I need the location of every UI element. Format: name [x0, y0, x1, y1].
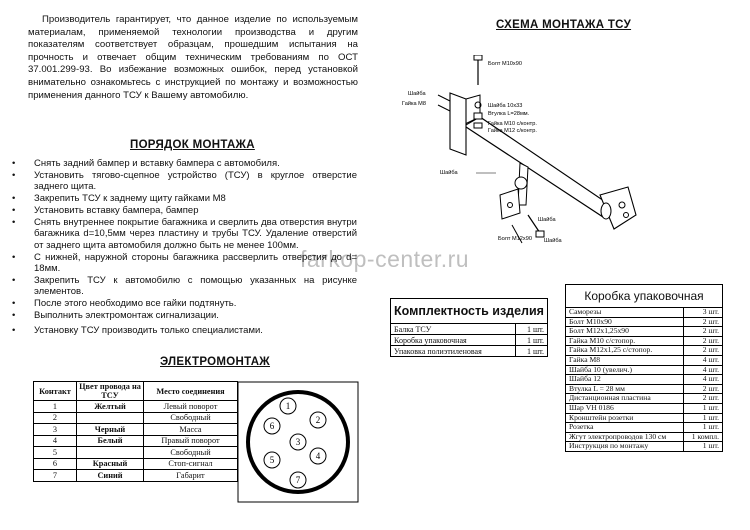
procedure-step: • Закрепить ТСУ к заднему щиту гайками М8 [12, 193, 226, 205]
kit-title: Комплектность изделия [391, 299, 548, 324]
table-row: 1 Желтый Левый поворот [34, 401, 238, 413]
table-row: 2 Свободный [34, 412, 238, 424]
diagram-label: Шайба [544, 238, 562, 244]
table-row: Саморезы 3 шт. [566, 308, 723, 318]
towbar-diagram [388, 55, 688, 250]
socket-pin-number: 3 [295, 437, 301, 447]
table-row: Дистанционная пластина 2 шт. [566, 394, 723, 404]
table-row: 3 Черный Масса [34, 424, 238, 436]
procedure-step: • Снять задний бампер и вставку бампера с автомобиля. [12, 158, 280, 169]
table-row: Болт М10х90 2 шт. [566, 317, 723, 327]
diagram-label: Шайба [408, 91, 426, 97]
procedure-step: • После этого необходимо все гайки подтянуть. [12, 298, 237, 310]
table-row: Коробка упаковочная 1 шт. [391, 335, 548, 346]
table-row: Гайка М10 с/стопор. 2 шт. [566, 336, 723, 346]
table-row: Болт М12х1,25х90 2 шт. [566, 327, 723, 337]
table-row: Гайка М8 4 шт. [566, 355, 723, 365]
table-row: Шар VH 0186 1 шт. [566, 403, 723, 413]
box-title: Коробка упаковочная [566, 285, 723, 308]
diagram-label: Гайка М12 с/контр. [488, 128, 537, 134]
col-header: Цвет провода на ТСУ [77, 382, 144, 401]
socket-pin-number: 4 [315, 451, 321, 461]
scheme-title: СХЕМА МОНТАЖА ТСУ [496, 19, 632, 31]
socket-pin-number: 2 [315, 415, 321, 425]
table-row: Розетка 1 шт. [566, 423, 723, 433]
table-row: 7 Синий Габарит [34, 470, 238, 482]
table-row: Гайка М12х1,25 с/стопор. 2 шт. [566, 346, 723, 356]
procedure-step: • С нижней, наружной стороны багажника рассверлить отверстия до d= 18мм. [12, 251, 357, 275]
table-row: Упаковка полиэтиленовая 1 шт. [391, 346, 548, 357]
diagram-label: Болт М10х90 [488, 61, 522, 67]
table-row: Балка ТСУ 1 шт. [391, 324, 548, 335]
diagram-label: Втулка L=28мм. [488, 111, 530, 117]
diagram-label: Шайба 10х33 [488, 103, 523, 109]
procedure-steps [12, 158, 357, 337]
table-row: Шайба 10 (увелич.) 4 шт. [566, 365, 723, 375]
watermark: farkop-center.ru [300, 246, 470, 272]
diagram-label: Гайка М8 [402, 101, 426, 107]
wiring-title: ЭЛЕКТРОМОНТАЖ [160, 356, 271, 368]
table-row: Жгут электропроводов 130 см 1 компл. [566, 432, 723, 442]
procedure-step: • Установить вставку бампера, бампер [12, 205, 199, 217]
procedure-step: • Выполнить электромонтаж сигнализации. [12, 310, 219, 322]
table-row: Инструкция по монтажу 1 шт. [566, 442, 723, 452]
diagram-label: Болт М12х90 [498, 236, 532, 242]
diagram-label: Шайба [538, 217, 556, 223]
socket-pin-number: 5 [269, 455, 275, 465]
col-header: Место соединения [144, 382, 238, 401]
table-row: 5 Свободный [34, 447, 238, 459]
box-table [565, 284, 723, 452]
table-row: Шайба 12 4 шт. [566, 375, 723, 385]
warranty-text: Производитель гарантирует, что данное изделие по используемым материалам, применяемой технологии производства и другим показателям соответствует образцам, прошедшим испытания на прочность и отвечает общим техническим требованиям по ОСТ 37.001.299-93. Во избежание возможных ошибок, перед установкой внимательно ознакомьтесь с инструкцией по монтажу и возможностью применения данного ТСУ к Вашему автомобилю. [28, 14, 358, 101]
diagram-label: Шайба [440, 170, 458, 176]
procedure-step: • Снять внутреннее покрытие багажника и сверлить два отверстия внутри багажника d=10,5мм через пластину и трубы ТСУ. Удаление отверстий от заднего щита автомобиля должно быть не менее 100мм. [12, 217, 357, 251]
wiring-table [33, 381, 238, 482]
kit-table [390, 298, 548, 357]
socket-pin-number: 1 [285, 401, 291, 411]
socket-diagram [236, 380, 360, 504]
socket-pin-number: 7 [295, 475, 301, 485]
table-row: 4 Белый Правый поворот [34, 435, 238, 447]
socket-pin-number: 6 [269, 421, 275, 431]
table-row: Кронштейн розетки 1 шт. [566, 413, 723, 423]
procedure-title: ПОРЯДОК МОНТАЖА [130, 139, 255, 151]
table-row: Втулка L = 28 мм 2 шт. [566, 384, 723, 394]
col-header: Контакт [34, 382, 77, 401]
procedure-step: • Установить тягово-сцепное устройство (ТСУ) в круглое отверстие заднего щита. [12, 169, 357, 193]
table-row: 6 Красный Стоп-сигнал [34, 458, 238, 470]
procedure-step: • Закрепить ТСУ к автомобилю с помощью указанных на рисунке элементов. [12, 275, 357, 298]
diagram-label: Гайка М10 с/контр. [488, 121, 537, 127]
procedure-step: • Установку ТСУ производить только специалистами. [12, 324, 263, 336]
